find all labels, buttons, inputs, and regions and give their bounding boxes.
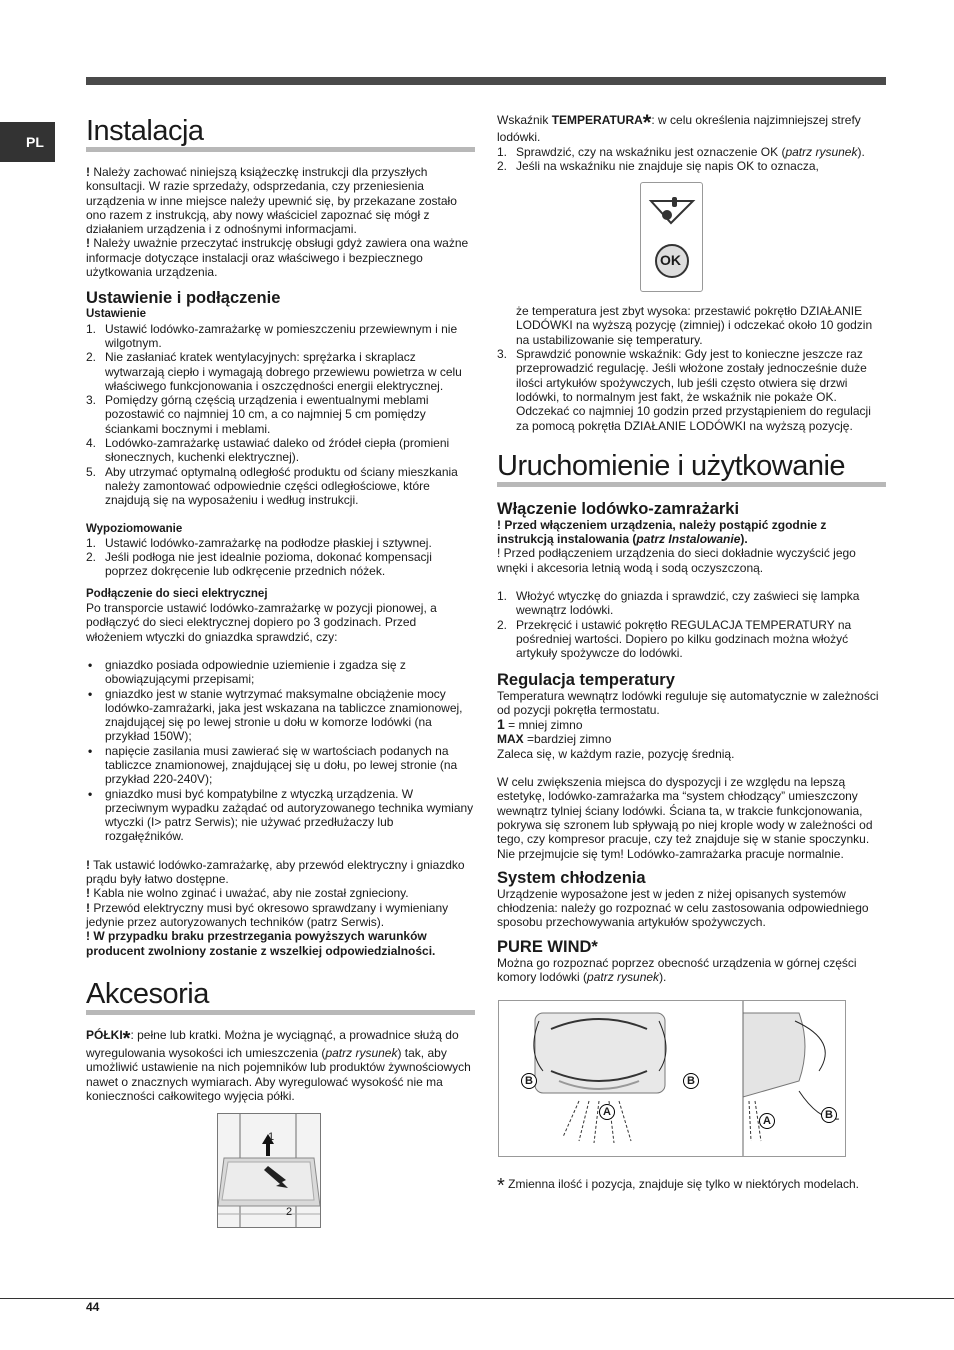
list-item: • gniazdko jest w stanie wytrzymać maksymalne obciążenie mocy lodówko-zamrażarki, jaka jest wskazana na tabliczce znamionowej, znajdującej się po lewej stronie u dołu w komorze lodówki (na przykład 150W); bbox=[88, 686, 463, 744]
warning-1: ! Tak ustawić lodówko-zamrażarkę, aby przewód elektryczny i gniazdko prądu były łatwo dostępne. bbox=[86, 857, 465, 887]
top-rule bbox=[86, 77, 886, 85]
ok-badge: OK bbox=[660, 252, 681, 269]
label-b-side: B bbox=[821, 1107, 837, 1123]
temp-item2-continued: że temperatura jest zbyt wysoka: przestawić pokrętło DZIAŁANIE LODÓWKI na wyższą pozycję (zimniej) i odczekać około 10 godzin na ustabilizowanie się temperatury. bbox=[516, 304, 873, 347]
label-a-center: A bbox=[599, 1104, 615, 1120]
sys-text: Urządzenie wyposażone jest w jeden z niżej opisanych systemów chłodzenia: należy go rozpoznać w celu zastosowania odpowiedniego sposobu przechowywania artykułów spożywczych. bbox=[497, 886, 869, 930]
label-a-side: A bbox=[759, 1113, 775, 1129]
label-b-left: B bbox=[521, 1073, 537, 1089]
list-item: 3. Pomiędzy górną częścią urządzenia i ewentualnymi meblami pozostawić co najmniej 10 cm, a co najmniej 5 cm pomiędzy ściankami bocznymi i meblami. bbox=[86, 393, 429, 436]
list-item: 5. Aby utrzymać optymalną odległość produktu od ściany mieszkania należy zamontować odpowiednie części odległościowe, które znajdują się na wyposażeniu i według instrukcji. bbox=[86, 464, 458, 508]
temp-indicator-text: Wskaźnik TEMPERATURA*: w celu określenia najzimniejszej strefy lodówki. bbox=[497, 110, 861, 145]
footer-rule bbox=[0, 1298, 954, 1299]
heading-temp-regulation: Regulacja temperatury bbox=[497, 670, 675, 689]
list-item: • gniazdko posiada odpowiednie uziemienie i zgadza się z obowiązującymi przepisami; bbox=[88, 657, 406, 687]
right-column bbox=[497, 110, 886, 1198]
power-text: Po transporcie ustawić lodówko-zamrażarkę w pozycji pionowej, a podłączyć do sieci elektrycznej dopiero po 3 godzinach. Przed włożeniem wtyczki do gniazdka sprawdzić, czy: bbox=[86, 601, 437, 644]
heading-pure-wind: PURE WIND* bbox=[497, 937, 598, 956]
list-item: 1. Ustawić lodówko-zamrażarkę na podłodze płaskiej i sztywnej. bbox=[86, 535, 432, 550]
left-column bbox=[86, 115, 475, 1228]
heading-accessories: Akcesoria bbox=[86, 978, 475, 1015]
leveling-list bbox=[86, 536, 475, 579]
reg-paragraph: W celu zwiększenia miejsca do dyspozycji i ze względu na lepszą estetykę, lodówko-zamrażarka ma “system chłodzący” umieszczony wewnątrz tylniej ściany lodówki. Ściana ta, w trakcie funkcjonowania, pokrywa się szronem lub spływają po niej krople wody w zależności od tego, czy kompresor pracuje, czy też znajduje się w stanie spoczynku. Nie przejmujcie się tym! Lodówko-zamrażarka pracuje normalnie. bbox=[497, 775, 873, 861]
reg-max: MAX =bardziej zimno bbox=[497, 732, 612, 747]
heading-setup: Ustawienie i podłączenie bbox=[86, 289, 281, 308]
reg-text: Temperatura wewnątrz lodówki reguluje się automatycznie w zależności od pozycji pokrętła termostatu. bbox=[497, 688, 879, 717]
switch-on-warning: ! Przed włączeniem urządzenia, należy postąpić zgodnie z instrukcją instalowania (patrz Instalowanie). bbox=[497, 517, 827, 547]
list-item: 1. Ustawić lodówko-zamrażarkę w pomieszczeniu przewiewnym i nie wilgotnym. bbox=[86, 321, 458, 350]
airflow-illustration bbox=[499, 1001, 845, 1156]
footnote: * Zmienna ilość i pozycja, znajduje się tylko w niektórych modelach. bbox=[497, 1175, 859, 1198]
list-item: 2. Nie zasłaniać kratek wentylacyjnych: sprężarka i skraplacz wytwarzają ciepło i wymagają dobrego przewiewu powietrza w celu właściwego funkcjonowania i oszczędności energii elektrycznej. bbox=[86, 350, 462, 393]
heading-installation: Instalacja bbox=[86, 115, 475, 152]
warning-2: ! Kabla nie wolno zginać i uważać, aby nie został zgnieciony. bbox=[86, 886, 409, 901]
language-tab: PL bbox=[0, 122, 55, 162]
switch-on-list bbox=[497, 589, 886, 660]
list-item: • napięcie zasilania musi zawierać się w wartościach podanych na tabliczce znamionowej, znajdującej się u dołu, po lewej stronie (na przykład 220-240V); bbox=[88, 743, 458, 787]
intro-para-1: ! Należy zachować niniejszą książeczkę instrukcji dla przyszłych konsultacji. W razie sprzedaży, odsprzedania, czy przeniesienia urządzenia w inne miejsce należy upewnić się, by przekazane zostało ono razem z instrukcją, aby nowy właściciel zapoznać się mógł z działaniem urządzenia i z odnośnymi informacjami. bbox=[86, 165, 457, 237]
subheading-leveling: Wypoziomowanie bbox=[86, 522, 183, 535]
temp-list-2 bbox=[497, 347, 886, 433]
page-number: 44 bbox=[86, 1300, 100, 1314]
setup-list bbox=[86, 322, 475, 508]
list-item: 1. Włożyć wtyczkę do gniazda i sprawdzić, czy zaświeci się lampka wewnątrz lodówki. bbox=[497, 589, 860, 618]
shelf-label-1: 1 bbox=[268, 1131, 275, 1144]
heading-switch-on: Włączenie lodówko-zamrażarki bbox=[497, 499, 740, 518]
heading-start-use: Uruchomienie i użytkowanie bbox=[497, 450, 886, 487]
list-item: 1. Sprawdzić, czy na wskaźniku jest oznaczenie OK (patrz rysunek). bbox=[497, 144, 865, 159]
shelf-figure bbox=[217, 1113, 321, 1228]
list-item: • gniazdko musi być kompatybilne z wtyczką urządzenia. W przeciwnym wypadku zażądać od autoryzowanego technika wymiany wtyczki (I> patrz Serwis); nie używać przedłużaczy lub rozgałęźników. bbox=[88, 786, 474, 844]
intro-para-2: ! Należy uważnie przeczytać instrukcję obsługi gdyż zawiera ona ważne informacje dotyczące instalacji oraz właściwego i bezpiecznego użytkowania urządzenia. bbox=[86, 236, 469, 280]
label-b-right: B bbox=[683, 1073, 699, 1089]
pure-wind-text: Można go rozpoznać poprzez obecność urządzenia w górnej części komory lodówki (patrz rysunek). bbox=[497, 955, 857, 984]
list-item: 2. Przekręcić i ustawić pokrętło REGULACJA TEMPERATURY na pośredniej wartości. Dopiero po kilku godzinach można włożyć artykuły spożywcze do lodówki. bbox=[497, 617, 852, 661]
subheading-power: Podłączenie do sieci elektrycznej bbox=[86, 587, 268, 600]
warning-4: ! W przypadku braku przestrzegania powyższych warunków producent zwolniony zostanie z wszelkiej odpowiedzialności. bbox=[86, 929, 436, 958]
pure-wind-figure bbox=[498, 1000, 846, 1157]
list-item: 3. Sprawdzić ponownie wskaźnik: Gdy jest to konieczne jeszcze raz przeprowadzić regulację. Jeśli włożone zostały jednocześnie duże ilości artykułów spożywczych, lub jeśli często otwiera się drzwi lodówki, to normalnym jest fakt, że wskaźnik nie pokaże OK. Odczekać co najmniej 10 godzin przed przystąpieniem do regulacji za pomocą pokrętła DZIAŁANIE LODÓWKI na wyższą pozycję. bbox=[497, 347, 871, 433]
thermometer-icon bbox=[641, 183, 702, 291]
reg-advice: Zaleca się, w każdym razie, pozycję średnią. bbox=[497, 746, 735, 761]
list-item: 2. Jeśli na wskaźniku nie znajduje się napis OK to oznacza, bbox=[497, 158, 819, 173]
temp-list bbox=[497, 145, 886, 174]
list-item: 4. Lodówko-zamrażarkę ustawiać daleko od źródeł ciepła (promieni słonecznych, kuchenki elektrycznej). bbox=[86, 436, 450, 465]
shelf-label-2: 2 bbox=[286, 1206, 293, 1219]
power-bullets bbox=[86, 658, 475, 844]
list-item: 2. Jeśli podłoga nie jest idealnie pozioma, dokonać kompensacji poprzez dokręcenie lub odkręcenie przednich nóżek. bbox=[86, 550, 432, 579]
shelves-text: PÓŁKI*: pełne lub kratki. Można je wyciągnąć, a prowadnice służą do wyregulowania wysokości ich umieszczenia (patrz rysunek) tak, aby umożliwić ustawienie na nich pojemników lub produktów żywnościowych nawet o znacznych wymiarach. Aby wyregulować wysokość nie ma konieczności całkowitego wyjęcia półki. bbox=[86, 1027, 471, 1104]
reg-1: 1 = mniej zimno bbox=[497, 716, 583, 733]
subheading-placement: Ustawienie bbox=[86, 308, 147, 321]
temp-indicator-figure bbox=[640, 182, 703, 292]
heading-cooling-system: System chłodzenia bbox=[497, 868, 646, 887]
switch-on-clean: ! Przed podłączeniem urządzenia do sieci dokładnie wyczyścić jego wnęki i akcesoria letnią wodą i sodą oczyszczoną. bbox=[497, 546, 856, 575]
warning-3: ! Przewód elektryczny musi być okresowo sprawdzany i wymieniany jedynie przez autoryzowanych techników (patrz Serwis). bbox=[86, 900, 449, 929]
